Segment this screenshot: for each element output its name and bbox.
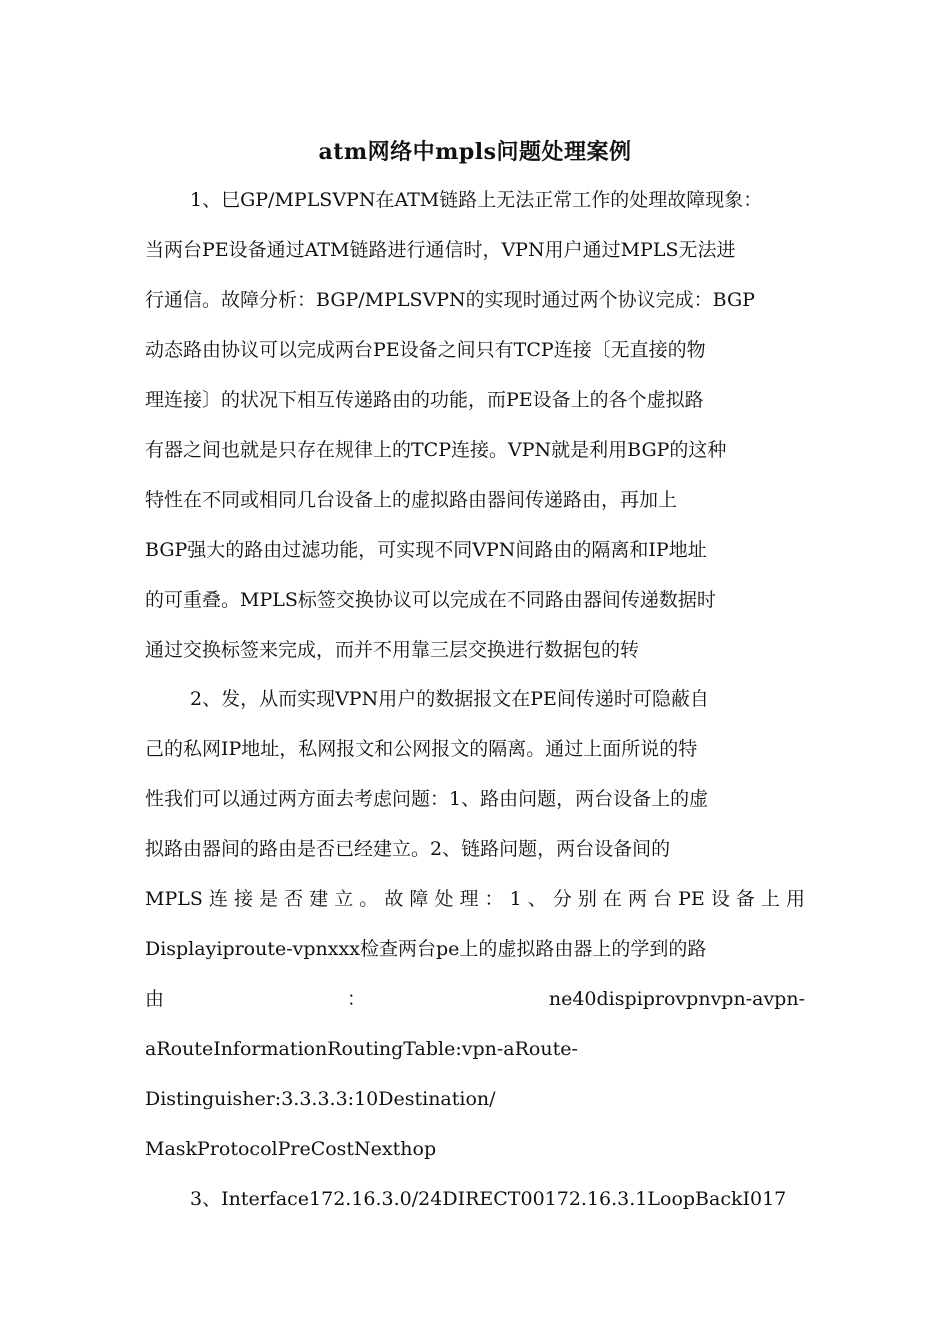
- paragraph-line: 行通信。故障分析：BGP/MPLSVPN的实现时通过两个协议完成：BGP: [145, 289, 755, 311]
- paragraph-line: 有器之间也就是只存在规律上的TCP连接。VPN就是利用BGP的这种: [145, 439, 727, 461]
- paragraph-line: 性我们可以通过两方面去考虑问题：1、路由问题，两台设备上的虚: [145, 788, 709, 810]
- paragraph-line: MPLS连接是否建立。故障处理：1、分别在两台PE设备上用: [145, 888, 805, 910]
- paragraph-line: Distinguisher:3.3.3.3:10Destination/: [145, 1088, 496, 1110]
- paragraph-line: 己的私网IP地址，私网报文和公网报文的隔离。通过上面所说的特: [145, 738, 698, 760]
- paragraph-line: 理连接〕的状况下相互传递路由的功能，而PE设备上的各个虚拟路: [145, 389, 704, 411]
- document-title: atm网络中mpls问题处理案例: [318, 139, 632, 165]
- paragraph-line: 特性在不同或相同几台设备上的虚拟路由器间传递路由，再加上: [145, 489, 678, 511]
- paragraph-line: 的可重叠。MPLS标签交换协议可以完成在不同路由器间传递数据时: [145, 589, 716, 611]
- paragraph-line: MaskProtocolPreCostNexthop: [145, 1138, 437, 1160]
- paragraph-line: 3、Interface172.16.3.0/24DIRECT00172.16.3.1LoopBackI017: [190, 1188, 787, 1210]
- paragraph-line: Displayiproute-vpnxxx检查两台pe上的虚拟路由器上的学到的路: [145, 938, 707, 960]
- paragraph-line: 通过交换标签来完成，而并不用靠三层交换进行数据包的转: [145, 639, 640, 661]
- paragraph-line: 2、发，从而实现VPN用户的数据报文在PE间传递时可隐蔽自: [190, 688, 709, 710]
- paragraph-line: 动态路由协议可以完成两台PE设备之间只有TCP连接〔无直接的物: [145, 339, 706, 361]
- paragraph-line: 由 ： ne40dispiprovpnvpn-avpn-: [145, 988, 805, 1010]
- paragraph-line: BGP强大的路由过滤功能，可实现不同VPN间路由的隔离和IP地址: [145, 539, 707, 561]
- paragraph-line: 1、巳GP/MPLSVPN在ATM链路上无法正常工作的处理故障现象：: [190, 189, 763, 211]
- paragraph-line: 拟路由器间的路由是否已经建立。2、链路问题，两台设备间的: [145, 838, 671, 860]
- paragraph-line: aRouteInformationRoutingTable:vpn-aRoute-: [145, 1038, 578, 1060]
- paragraph-line: 当两台PE设备通过ATM链路进行通信时，VPN用户通过MPLS无法进: [145, 239, 736, 261]
